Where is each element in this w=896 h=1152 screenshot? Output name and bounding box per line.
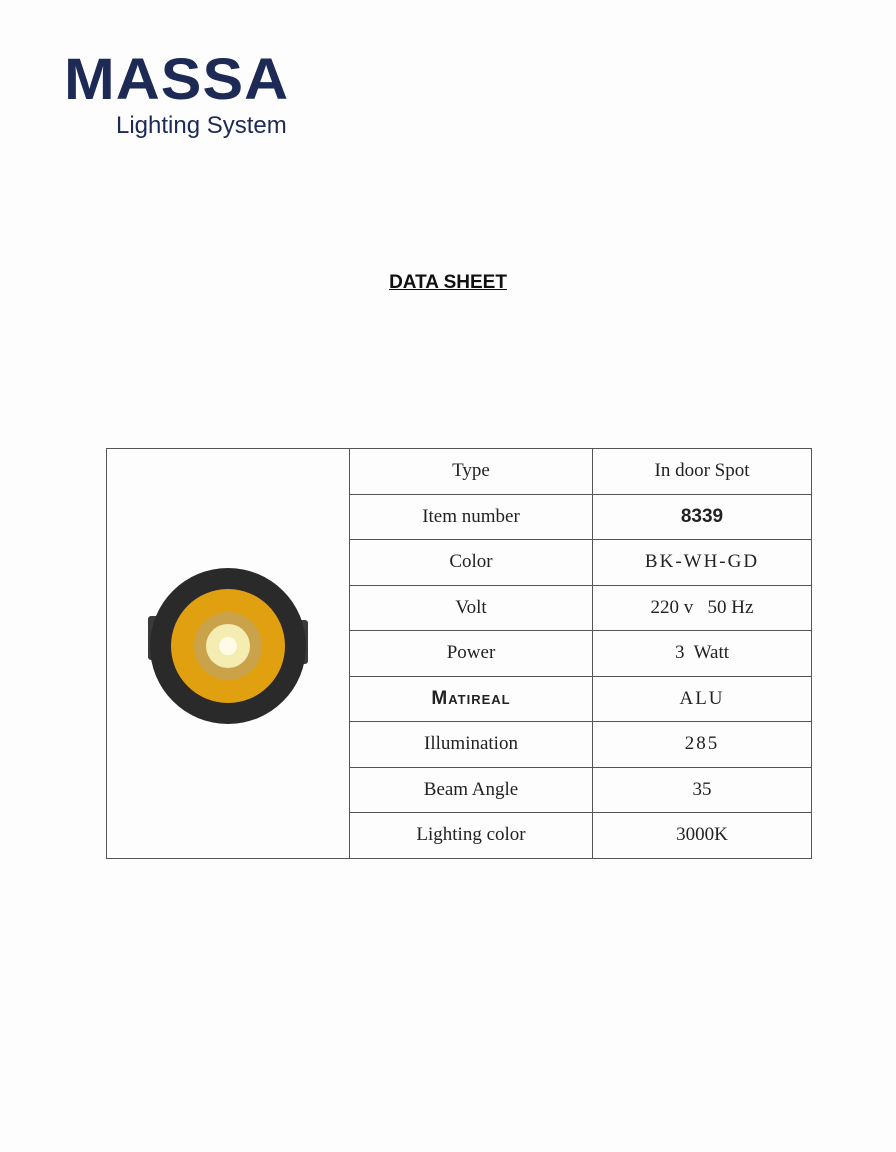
- table-row: [107, 449, 812, 495]
- spec-label-item-number: Item number: [350, 494, 593, 540]
- brand-name: MASSA: [64, 47, 290, 112]
- spec-value-beam-angle: 35: [593, 767, 812, 813]
- spec-label-color: Color: [350, 540, 593, 586]
- spec-value-type: In door Spot: [593, 449, 812, 495]
- spec-label-lighting-color: Lighting color: [350, 813, 593, 859]
- document-title: DATA SHEET: [389, 272, 507, 293]
- spec-value-lighting-color: 3000K: [593, 813, 812, 859]
- spec-value-item-number: 8339: [593, 494, 812, 540]
- spec-label-power: Power: [350, 631, 593, 677]
- recessed-spot-light-icon: [138, 568, 318, 738]
- spec-value-illumination: 285: [593, 722, 812, 768]
- spec-value-volt: 220 v 50 Hz: [593, 585, 812, 631]
- spec-label-material: Matireal: [350, 676, 593, 722]
- spec-label-illumination: Illumination: [350, 722, 593, 768]
- product-photo-cell: [107, 449, 350, 859]
- spec-value-material: ALU: [593, 676, 812, 722]
- brand-tagline: Lighting System: [116, 112, 287, 139]
- spec-label-volt: Volt: [350, 585, 593, 631]
- spec-table: [106, 448, 812, 859]
- spec-value-color: BK-WH-GD: [593, 540, 812, 586]
- spec-value-power: 3 Watt: [593, 631, 812, 677]
- brand-logo: [64, 47, 354, 140]
- spec-label-type: Type: [350, 449, 593, 495]
- spec-label-beam-angle: Beam Angle: [350, 767, 593, 813]
